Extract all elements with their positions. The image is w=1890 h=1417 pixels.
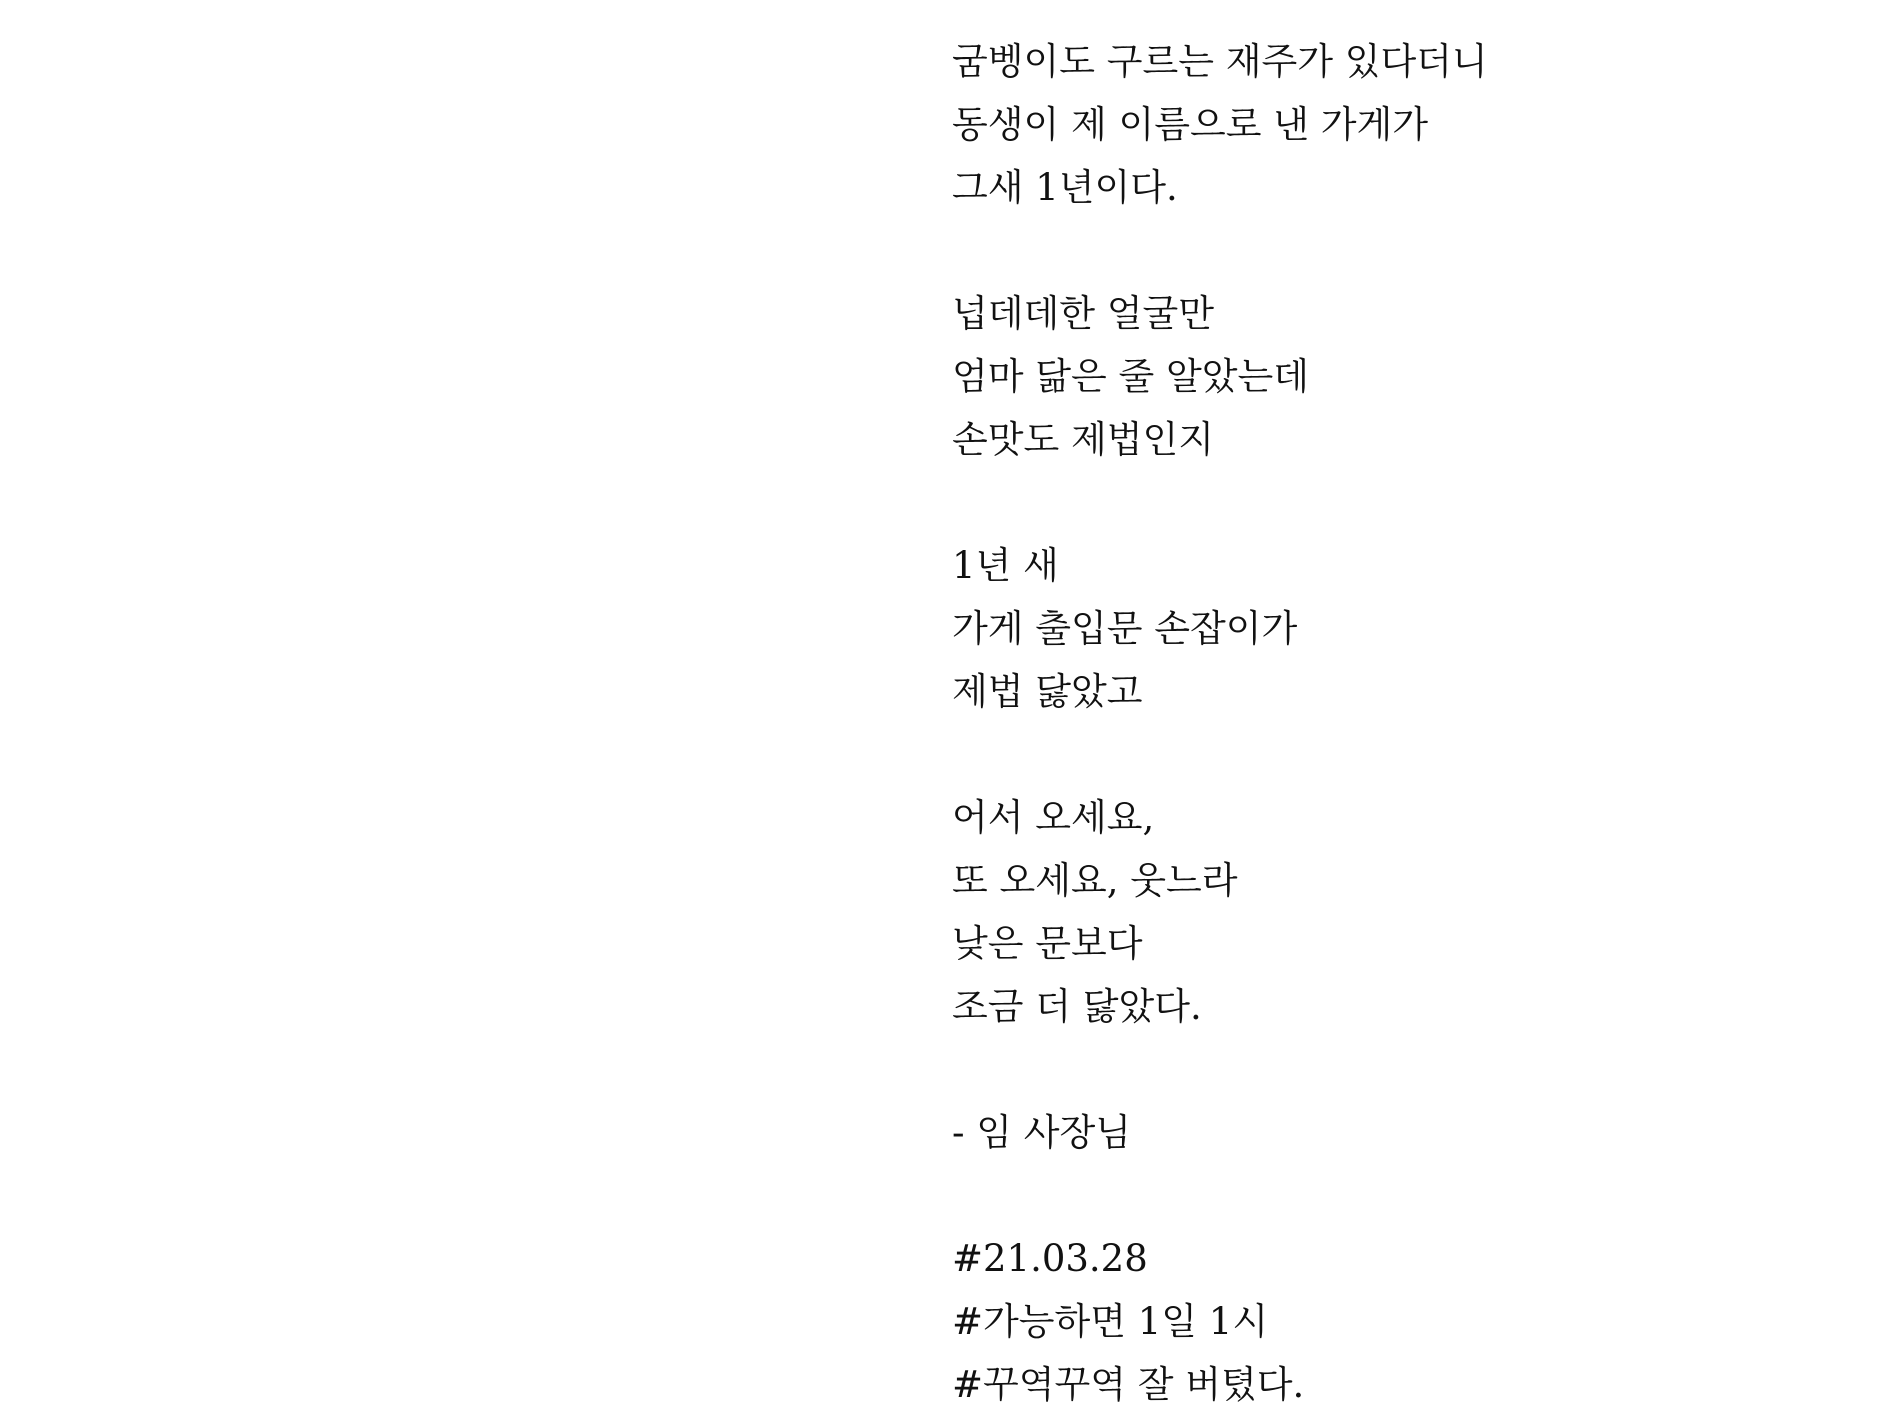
stanza-gap [952,1164,1488,1227]
poem-line: 또 오세요, 웃느라 [952,859,1238,902]
poem-line: 넙데데한 얼굴만 [952,292,1214,335]
poem-line: 손맛도 제법인지 [952,418,1214,461]
poem-line: 어서 오세요, [952,796,1155,839]
hashtags [952,1227,1488,1416]
stanza-gap [952,471,1488,534]
poem-line: 굼벵이도 구르는 재주가 있다더니 [952,40,1488,83]
poem-line: 조금 더 닳았다. [952,985,1202,1028]
stanza-3 [952,534,1488,723]
poem-line: 낮은 문보다 [952,922,1143,965]
hashtag: #가능하면 1일 1시 [952,1300,1269,1343]
stanza-4 [952,786,1488,1038]
stanza-gap [952,1038,1488,1101]
poem-line: 가게 출입문 손잡이가 [952,607,1298,650]
hashtag: #꾸역꾸역 잘 버텼다. [952,1363,1305,1406]
hashtag-date: #21.03.28 [952,1237,1148,1280]
poem-line: 제법 닳았고 [952,670,1143,713]
signature: - 임 사장님 [952,1111,1131,1154]
stanza-gap [952,723,1488,786]
stanza-2 [952,282,1488,471]
poem-line: 엄마 닮은 줄 알았는데 [952,355,1309,398]
stanza-1 [952,30,1488,219]
poem-text-block [952,30,1488,1416]
poem-line: 그새 1년이다. [952,166,1178,209]
poem-line: 동생이 제 이름으로 낸 가게가 [952,103,1428,146]
poem-line: 1년 새 [952,544,1059,587]
stanza-gap [952,219,1488,282]
